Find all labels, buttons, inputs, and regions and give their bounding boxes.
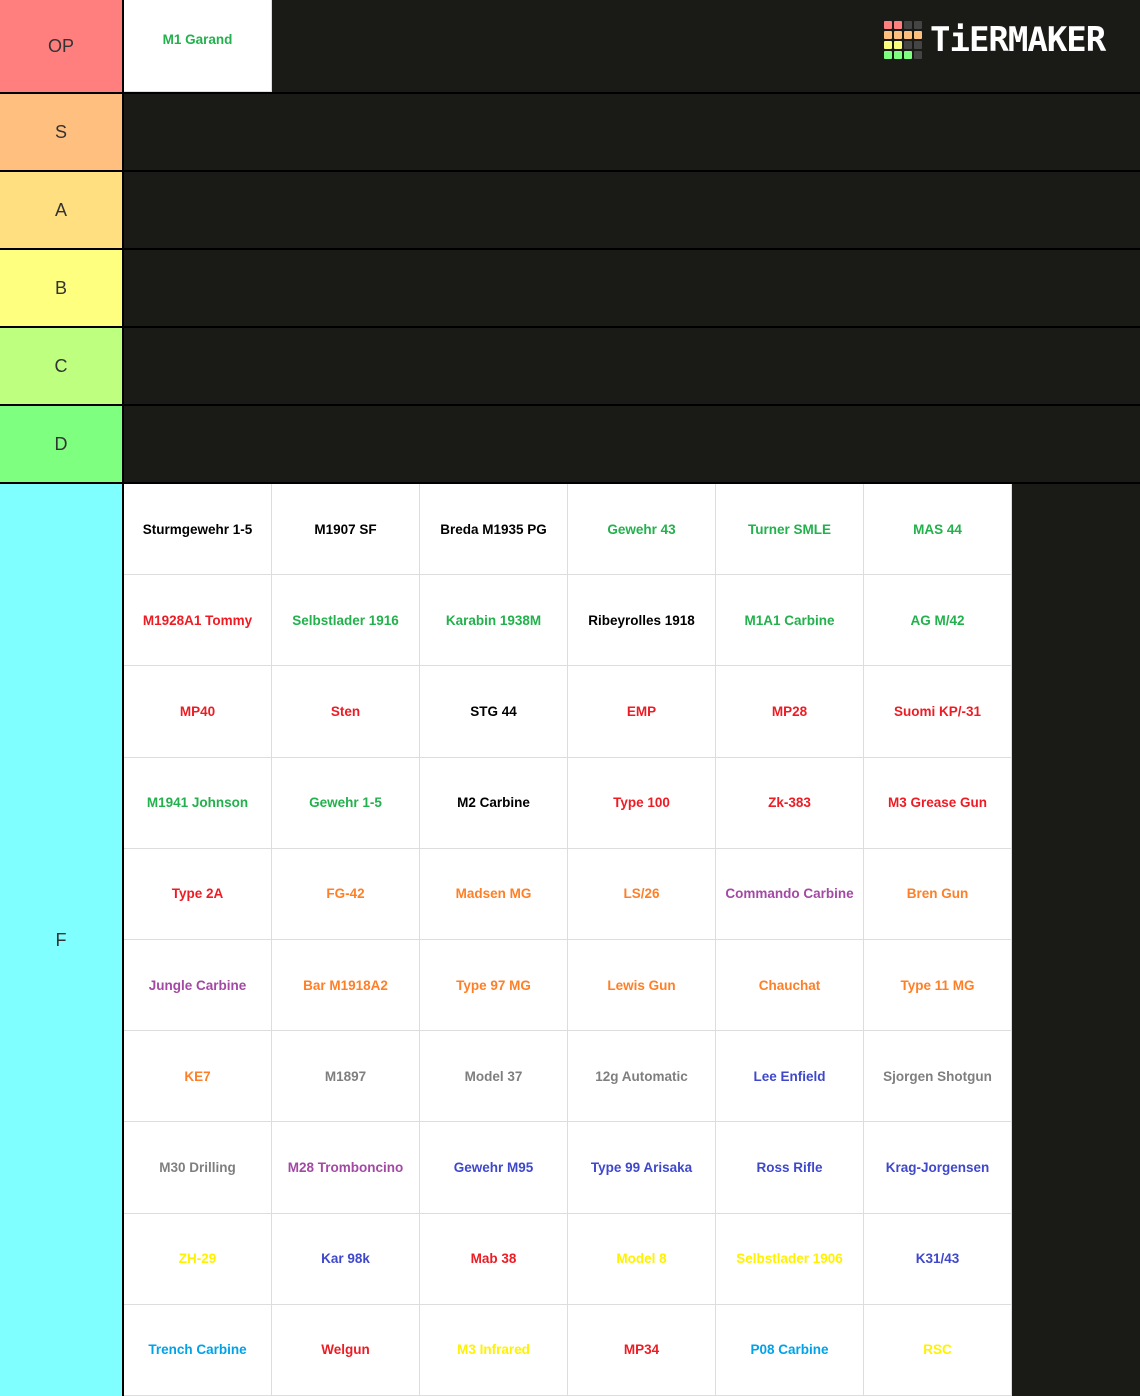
tier-item[interactable]: Jungle Carbine — [124, 940, 272, 1031]
tier-item[interactable]: Sjorgen Shotgun — [864, 1031, 1012, 1122]
tier-items — [124, 94, 1140, 170]
tier-item[interactable]: Trench Carbine — [124, 1305, 272, 1396]
tier-item[interactable]: Breda M1935 PG — [420, 484, 568, 575]
tier-item[interactable]: M3 Grease Gun — [864, 758, 1012, 849]
tier-items — [124, 250, 1140, 326]
tier-label[interactable]: F — [0, 484, 124, 1396]
tier-item[interactable]: Gewehr 1-5 — [272, 758, 420, 849]
tier-item[interactable]: AG M/42 — [864, 575, 1012, 666]
logo-grid-cell — [894, 31, 902, 39]
logo-grid-cell — [894, 21, 902, 29]
logo-text: TiERMAKER — [930, 20, 1106, 60]
tier-row-a — [0, 172, 1140, 250]
tier-label[interactable]: B — [0, 250, 124, 326]
tier-item[interactable]: Commando Carbine — [716, 849, 864, 940]
tier-item[interactable]: Krag-Jorgensen — [864, 1122, 1012, 1213]
tier-label[interactable]: C — [0, 328, 124, 404]
tier-item[interactable]: Type 97 MG — [420, 940, 568, 1031]
tier-items — [124, 172, 1140, 248]
tier-item[interactable]: Selbstlader 1906 — [716, 1214, 864, 1305]
tier-item[interactable]: FG-42 — [272, 849, 420, 940]
tier-item[interactable]: Lewis Gun — [568, 940, 716, 1031]
tier-item[interactable]: MP28 — [716, 666, 864, 757]
tier-item[interactable]: LS/26 — [568, 849, 716, 940]
tier-item[interactable]: Ribeyrolles 1918 — [568, 575, 716, 666]
tier-row-s — [0, 94, 1140, 172]
tier-item[interactable]: Selbstlader 1916 — [272, 575, 420, 666]
tier-item[interactable]: Gewehr 43 — [568, 484, 716, 575]
tier-item[interactable]: M28 Tromboncino — [272, 1122, 420, 1213]
tier-item[interactable]: Suomi KP/-31 — [864, 666, 1012, 757]
tier-items — [124, 406, 1140, 482]
logo-grid-cell — [914, 31, 922, 39]
tier-item[interactable]: KE7 — [124, 1031, 272, 1122]
tier-item[interactable]: RSC — [864, 1305, 1012, 1396]
tier-item[interactable]: M1941 Johnson — [124, 758, 272, 849]
tier-item[interactable]: Type 11 MG — [864, 940, 1012, 1031]
tier-label[interactable]: S — [0, 94, 124, 170]
logo-grid-cell — [904, 41, 912, 49]
logo-grid-cell — [884, 31, 892, 39]
tier-item[interactable]: Sturmgewehr 1-5 — [124, 484, 272, 575]
tier-item[interactable]: Karabin 1938M — [420, 575, 568, 666]
logo-grid-cell — [884, 51, 892, 59]
tier-item[interactable]: M3 Infrared — [420, 1305, 568, 1396]
tier-label[interactable]: D — [0, 406, 124, 482]
tier-item[interactable]: Ross Rifle — [716, 1122, 864, 1213]
logo-grid-cell — [914, 41, 922, 49]
tier-item[interactable]: Chauchat — [716, 940, 864, 1031]
tier-item[interactable]: MAS 44 — [864, 484, 1012, 575]
tier-item[interactable]: M2 Carbine — [420, 758, 568, 849]
logo-grid-cell — [884, 41, 892, 49]
tier-item[interactable]: EMP — [568, 666, 716, 757]
logo-grid-cell — [904, 31, 912, 39]
tier-item[interactable]: Type 99 Arisaka — [568, 1122, 716, 1213]
tier-row-f — [0, 484, 1140, 1396]
tier-item[interactable]: MP34 — [568, 1305, 716, 1396]
tier-item[interactable]: M1A1 Carbine — [716, 575, 864, 666]
tier-item[interactable]: Model 37 — [420, 1031, 568, 1122]
tier-item[interactable]: M30 Drilling — [124, 1122, 272, 1213]
logo-grid-cell — [914, 51, 922, 59]
tier-items — [124, 328, 1140, 404]
tier-item[interactable]: K31/43 — [864, 1214, 1012, 1305]
tier-item[interactable]: Bar M1918A2 — [272, 940, 420, 1031]
tier-item[interactable]: M1 Garand — [124, 0, 272, 92]
logo-grid-cell — [894, 51, 902, 59]
tier-row-b — [0, 250, 1140, 328]
tier-item[interactable]: Kar 98k — [272, 1214, 420, 1305]
tier-item[interactable]: Model 8 — [568, 1214, 716, 1305]
tier-item[interactable]: Madsen MG — [420, 849, 568, 940]
tier-item[interactable]: M1928A1 Tommy — [124, 575, 272, 666]
tier-row-d — [0, 406, 1140, 484]
tier-item[interactable]: MP40 — [124, 666, 272, 757]
tier-item[interactable]: Type 100 — [568, 758, 716, 849]
logo-grid-cell — [914, 21, 922, 29]
tier-item[interactable]: Lee Enfield — [716, 1031, 864, 1122]
tier-label[interactable]: OP — [0, 0, 124, 92]
tier-item[interactable]: Bren Gun — [864, 849, 1012, 940]
tier-item[interactable]: M1907 SF — [272, 484, 420, 575]
tier-item[interactable]: M1897 — [272, 1031, 420, 1122]
tier-item[interactable]: Type 2A — [124, 849, 272, 940]
tier-item[interactable]: Gewehr M95 — [420, 1122, 568, 1213]
tier-item[interactable]: Sten — [272, 666, 420, 757]
logo-grid-cell — [904, 21, 912, 29]
tiermaker-logo — [884, 20, 1105, 60]
tier-item[interactable]: Turner SMLE — [716, 484, 864, 575]
tier-item[interactable]: 12g Automatic — [568, 1031, 716, 1122]
logo-grid-cell — [884, 21, 892, 29]
tier-item[interactable]: STG 44 — [420, 666, 568, 757]
tier-item[interactable]: Welgun — [272, 1305, 420, 1396]
tiermaker-grid-icon — [884, 21, 922, 59]
tier-item[interactable]: P08 Carbine — [716, 1305, 864, 1396]
tier-item[interactable]: Mab 38 — [420, 1214, 568, 1305]
tier-row-c — [0, 328, 1140, 406]
tier-item[interactable]: ZH-29 — [124, 1214, 272, 1305]
tier-label[interactable]: A — [0, 172, 124, 248]
logo-grid-cell — [894, 41, 902, 49]
tier-item[interactable]: Zk-383 — [716, 758, 864, 849]
tier-items — [124, 484, 1014, 1396]
logo-grid-cell — [904, 51, 912, 59]
